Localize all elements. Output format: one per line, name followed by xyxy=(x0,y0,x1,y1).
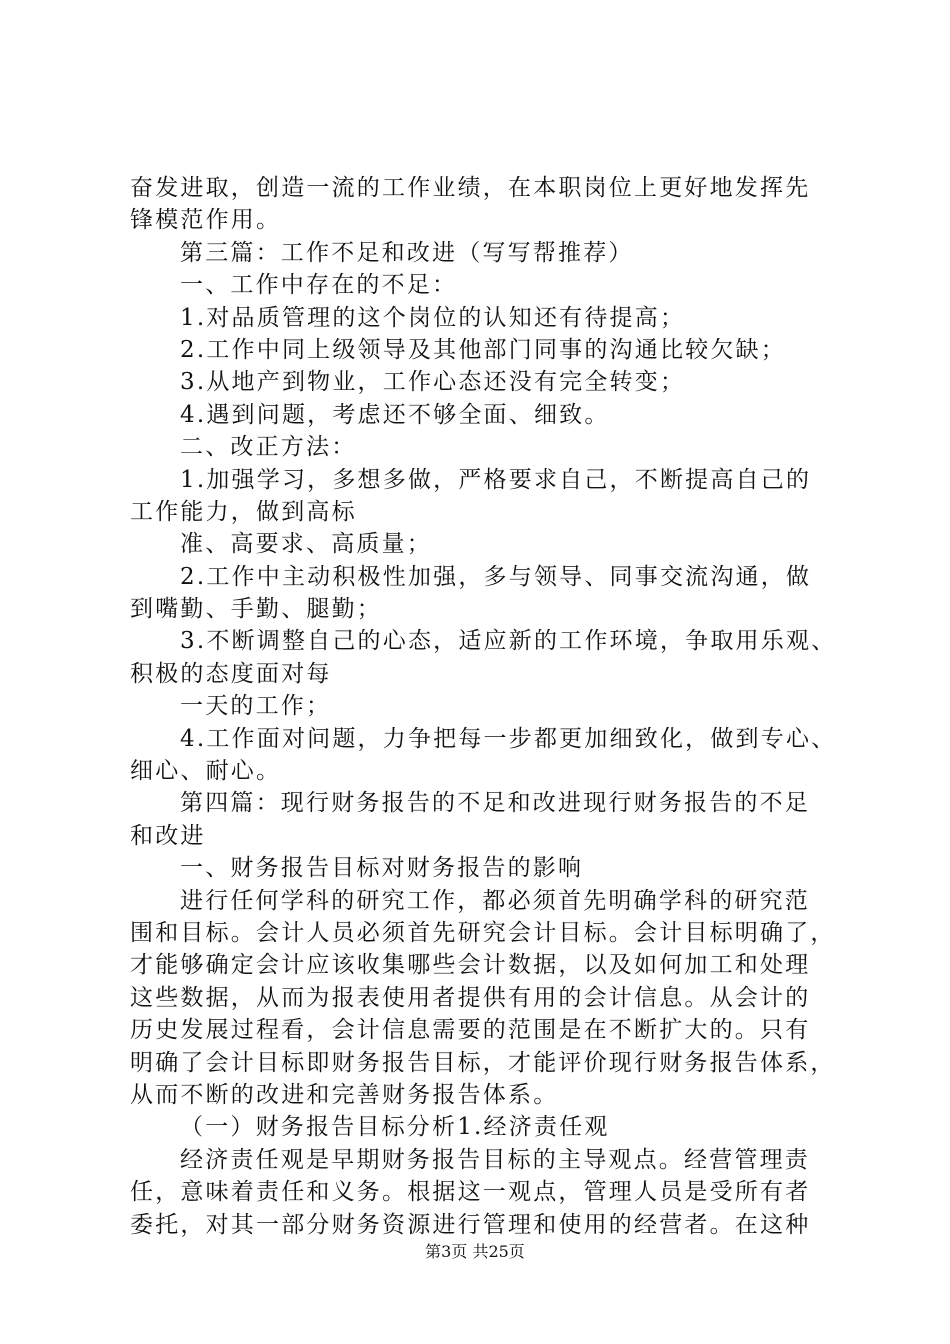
text-line: 第四篇：现行财务报告的不足和改进现行财务报告的不足 xyxy=(180,790,810,817)
text-line: 4.遇到问题，考虑还不够全面、细致。 xyxy=(180,401,610,428)
text-line: 工作能力，做到高标 xyxy=(130,498,357,525)
text-line: 第三篇：工作不足和改进（写写帮推荐） xyxy=(180,239,634,266)
text-line: 到嘴勤、手勤、腿勤； xyxy=(130,596,382,623)
text-line: 准、高要求、高质量； xyxy=(180,531,432,558)
text-line: 1.加强学习，多想多做，严格要求自己，不断提高自己的 xyxy=(180,466,812,493)
text-line: 3.不断调整自己的心态，适应新的工作环境，争取用乐观、 xyxy=(180,628,837,655)
text-line: 历史发展过程看，会计信息需要的范围是在不断扩大的。只有 xyxy=(130,1017,811,1044)
text-line: 一、工作中存在的不足： xyxy=(180,272,458,299)
text-line: 1.对品质管理的这个岗位的认知还有待提高； xyxy=(180,304,686,331)
text-line: 委托，对其一部分财务资源进行管理和使用的经营者。在这种 xyxy=(130,1211,811,1238)
text-line: 细心、耐心。 xyxy=(130,758,282,785)
text-line: 经济责任观是早期财务报告目标的主导观点。经营管理责 xyxy=(180,1146,810,1173)
text-line: 一天的工作； xyxy=(180,693,332,720)
text-line: 才能够确定会计应该收集哪些会计数据，以及如何加工和处理 xyxy=(130,952,811,979)
text-line: 锋模范作用。 xyxy=(130,207,282,234)
text-line: 2.工作中主动积极性加强，多与领导、同事交流沟通，做 xyxy=(180,563,812,590)
page-footer: 第3页 共25页 xyxy=(425,1242,525,1261)
text-line: 4.工作面对问题，力争把每一步都更加细致化，做到专心、 xyxy=(180,725,837,752)
text-line: 明确了会计目标即财务报告目标，才能评价现行财务报告体系， xyxy=(130,1049,836,1076)
text-line: 围和目标。会计人员必须首先研究会计目标。会计目标明确了， xyxy=(130,919,836,946)
text-line: 积极的态度面对每 xyxy=(130,660,332,687)
text-line: 2.工作中同上级领导及其他部门同事的沟通比较欠缺； xyxy=(180,336,786,363)
text-line: 从而不断的改进和完善财务报告体系。 xyxy=(130,1081,559,1108)
text-line: 二、改正方法： xyxy=(180,434,357,461)
text-line: 一、财务报告目标对财务报告的影响 xyxy=(180,855,584,882)
text-line: 这些数据，从而为报表使用者提供有用的会计信息。从会计的 xyxy=(130,984,811,1011)
text-line: （一）财务报告目标分析1.经济责任观 xyxy=(180,1114,610,1141)
text-line: 奋发进取，创造一流的工作业绩，在本职岗位上更好地发挥先 xyxy=(130,175,811,201)
document-body xyxy=(130,172,837,1241)
text-line: 进行任何学科的研究工作，都必须首先明确学科的研究范 xyxy=(180,887,810,914)
text-line: 任，意味着责任和义务。根据这一观点，管理人员是受所有者 xyxy=(130,1179,811,1206)
text-line: 和改进 xyxy=(130,822,206,849)
text-line: 3.从地产到物业，工作心态还没有完全转变； xyxy=(180,369,686,396)
